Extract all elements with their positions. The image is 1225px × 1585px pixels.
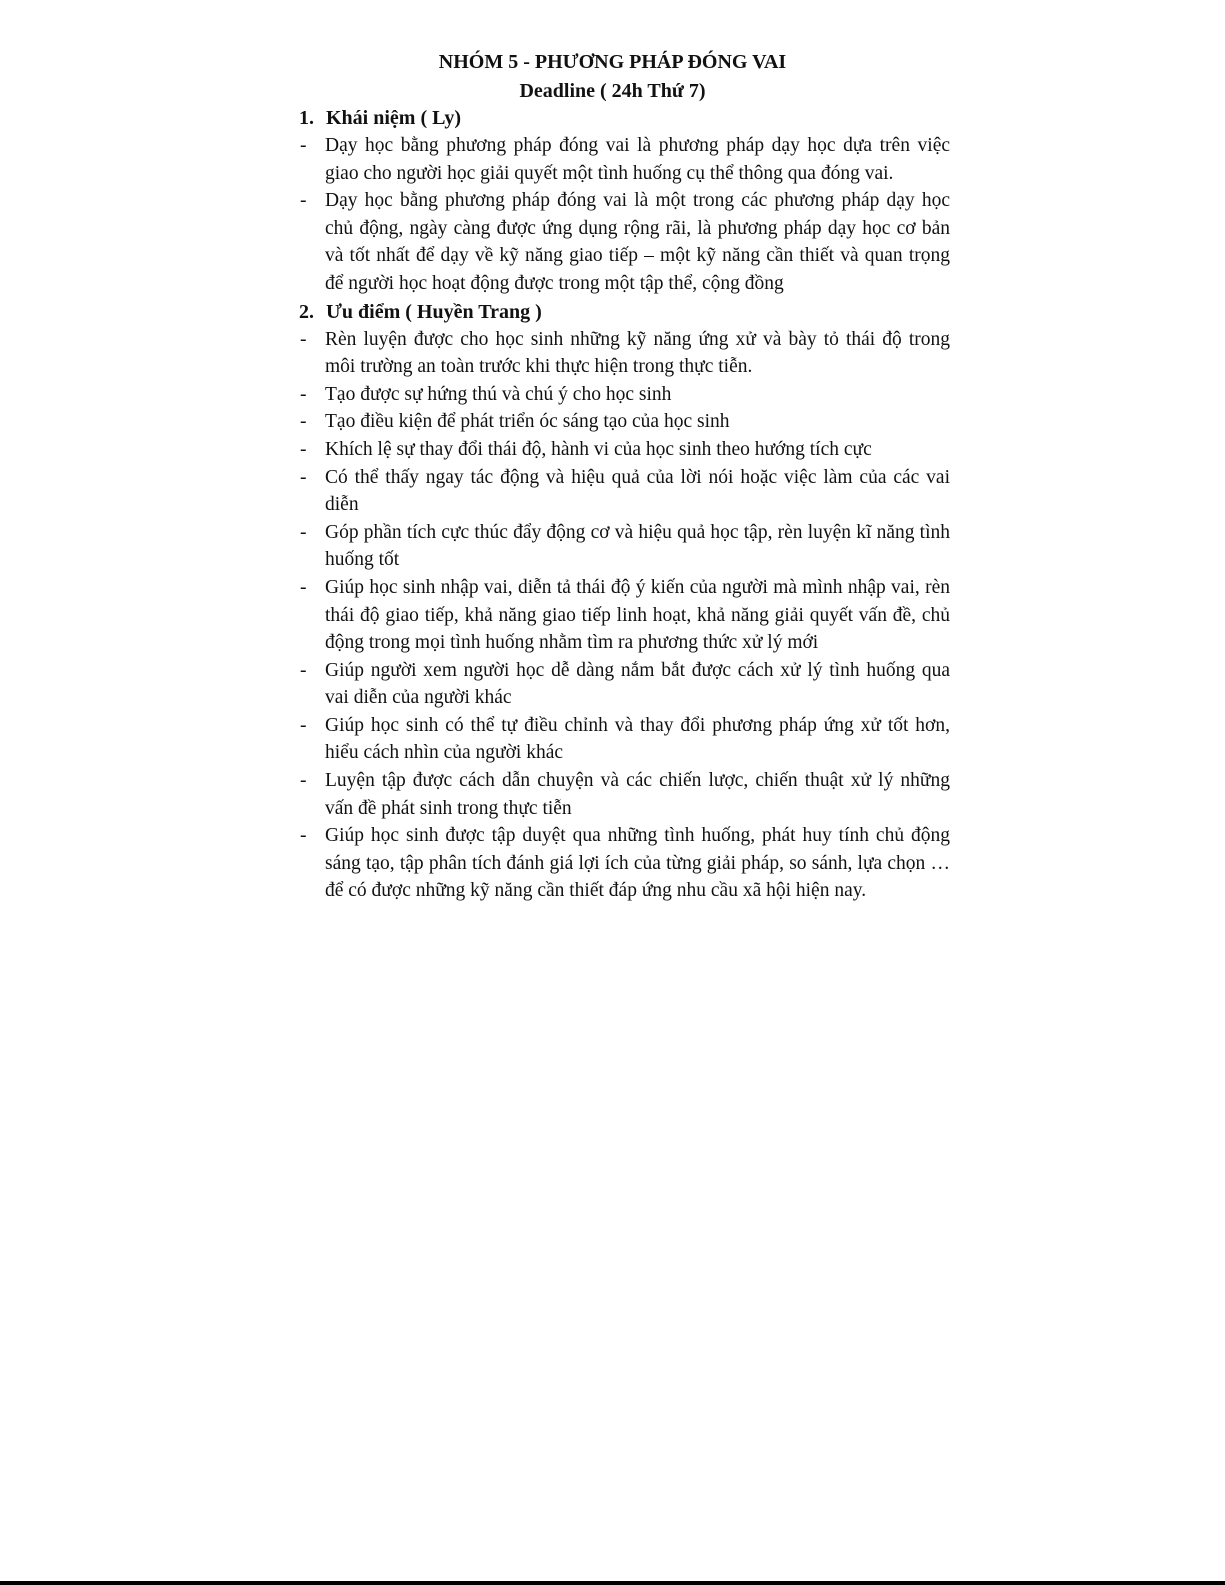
list-item-text: Giúp học sinh được tập duyệt qua những tình huống, phát huy tính chủ động sáng tạo, tập phân tích đánh giá lợi ích của từng giải pháp, so sánh, lựa chọn … để có được những kỹ năng cần thiết đáp ứng nhu cầu xã hội hiện nay. bbox=[325, 825, 950, 902]
bullet-dash: - bbox=[300, 438, 307, 460]
section-number: 2. bbox=[299, 300, 314, 323]
bullet-dash: - bbox=[300, 383, 307, 405]
list-item-text: Tạo điều kiện để phát triển óc sáng tạo của học sinh bbox=[325, 411, 730, 433]
list-item-text: Có thể thấy ngay tác động và hiệu quả của lời nói hoặc việc làm của các vai diễn bbox=[325, 466, 950, 516]
bullet-dash: - bbox=[300, 659, 307, 681]
bullet-dash: - bbox=[300, 521, 307, 543]
list-item-text: Dạy học bằng phương pháp đóng vai là phương pháp dạy học dựa trên việc giao cho người học giải quyết một tình huống cụ thể thông qua đóng vai. bbox=[325, 135, 950, 184]
list-item bbox=[299, 822, 950, 905]
bullet-dash: - bbox=[300, 466, 307, 488]
document-subtitle: Deadline ( 24h Thứ 7) bbox=[519, 80, 706, 102]
list-item-text: Dạy học bằng phương pháp đóng vai là một trong các phương pháp dạy học chủ động, ngày càng được ứng dụng rộng rãi, là phương pháp dạy học cơ bản và tốt nhất để dạy về kỹ năng giao tiếp – một kỹ năng cần thiết và quan trọng để người học hoạt động được trong một tập thể, cộng đồng bbox=[325, 190, 950, 294]
list-item bbox=[299, 657, 950, 712]
list-item-text: Giúp người xem người học dễ dàng nắm bắt được cách xử lý tình huống qua vai diễn của người khác bbox=[325, 659, 950, 709]
bullet-dash: - bbox=[300, 190, 307, 212]
list-item bbox=[299, 381, 950, 409]
list-item bbox=[299, 326, 950, 381]
page-bottom-border bbox=[0, 1581, 1225, 1585]
bullet-dash: - bbox=[300, 770, 307, 792]
bullet-dash: - bbox=[300, 135, 307, 156]
section-heading bbox=[299, 104, 950, 132]
bullet-dash: - bbox=[300, 714, 307, 736]
list-item-text: Rèn luyện được cho học sinh những kỹ năng ứng xử và bày tỏ thái độ trong môi trường an toàn trước khi thực hiện trong thực tiễn. bbox=[325, 328, 950, 378]
list-item bbox=[299, 464, 950, 519]
list-item bbox=[299, 132, 950, 187]
list-item bbox=[299, 408, 950, 436]
document-title: NHÓM 5 - PHƯƠNG PHÁP ĐÓNG VAI bbox=[438, 51, 787, 73]
list-item bbox=[299, 574, 950, 657]
list-item bbox=[299, 767, 950, 822]
section-number: 1. bbox=[299, 107, 314, 129]
list-item-text: Giúp học sinh có thể tự điều chỉnh và thay đổi phương pháp ứng xử tốt hơn, hiểu cách nhìn của người khác bbox=[325, 714, 950, 764]
section-heading bbox=[299, 298, 950, 326]
list-item-text: Giúp học sinh nhập vai, diễn tả thái độ ý kiến của người mà mình nhập vai, rèn thái độ giao tiếp, khả năng giao tiếp linh hoạt, khả năng giải quyết vấn đề, chủ động trong mọi tình huống nhằm tìm ra phương thức xử lý mới bbox=[325, 576, 950, 654]
section-title: Ưu điểm ( Huyền Trang ) bbox=[326, 300, 542, 323]
bullet-dash: - bbox=[300, 576, 307, 598]
list-item-text: Luyện tập được cách dẫn chuyện và các chiến lược, chiến thuật xử lý những vấn đề phát sinh trong thực tiễn bbox=[325, 770, 950, 819]
section-title: Khái niệm ( Ly) bbox=[326, 107, 462, 129]
list-item-text: Tạo được sự hứng thú và chú ý cho học sinh bbox=[325, 383, 672, 405]
list-item bbox=[299, 187, 950, 297]
document-body bbox=[299, 104, 950, 905]
bullet-dash: - bbox=[300, 328, 307, 350]
list-item-text: Khích lệ sự thay đổi thái độ, hành vi của học sinh theo hướng tích cực bbox=[325, 438, 872, 460]
bullet-dash: - bbox=[300, 411, 307, 433]
bullet-dash: - bbox=[300, 825, 307, 847]
list-item bbox=[299, 712, 950, 767]
list-item-text: Góp phần tích cực thúc đẩy động cơ và hiệu quả học tập, rèn luyện kĩ năng tình huống tốt bbox=[325, 521, 950, 571]
list-item bbox=[299, 519, 950, 574]
list-item bbox=[299, 436, 950, 464]
